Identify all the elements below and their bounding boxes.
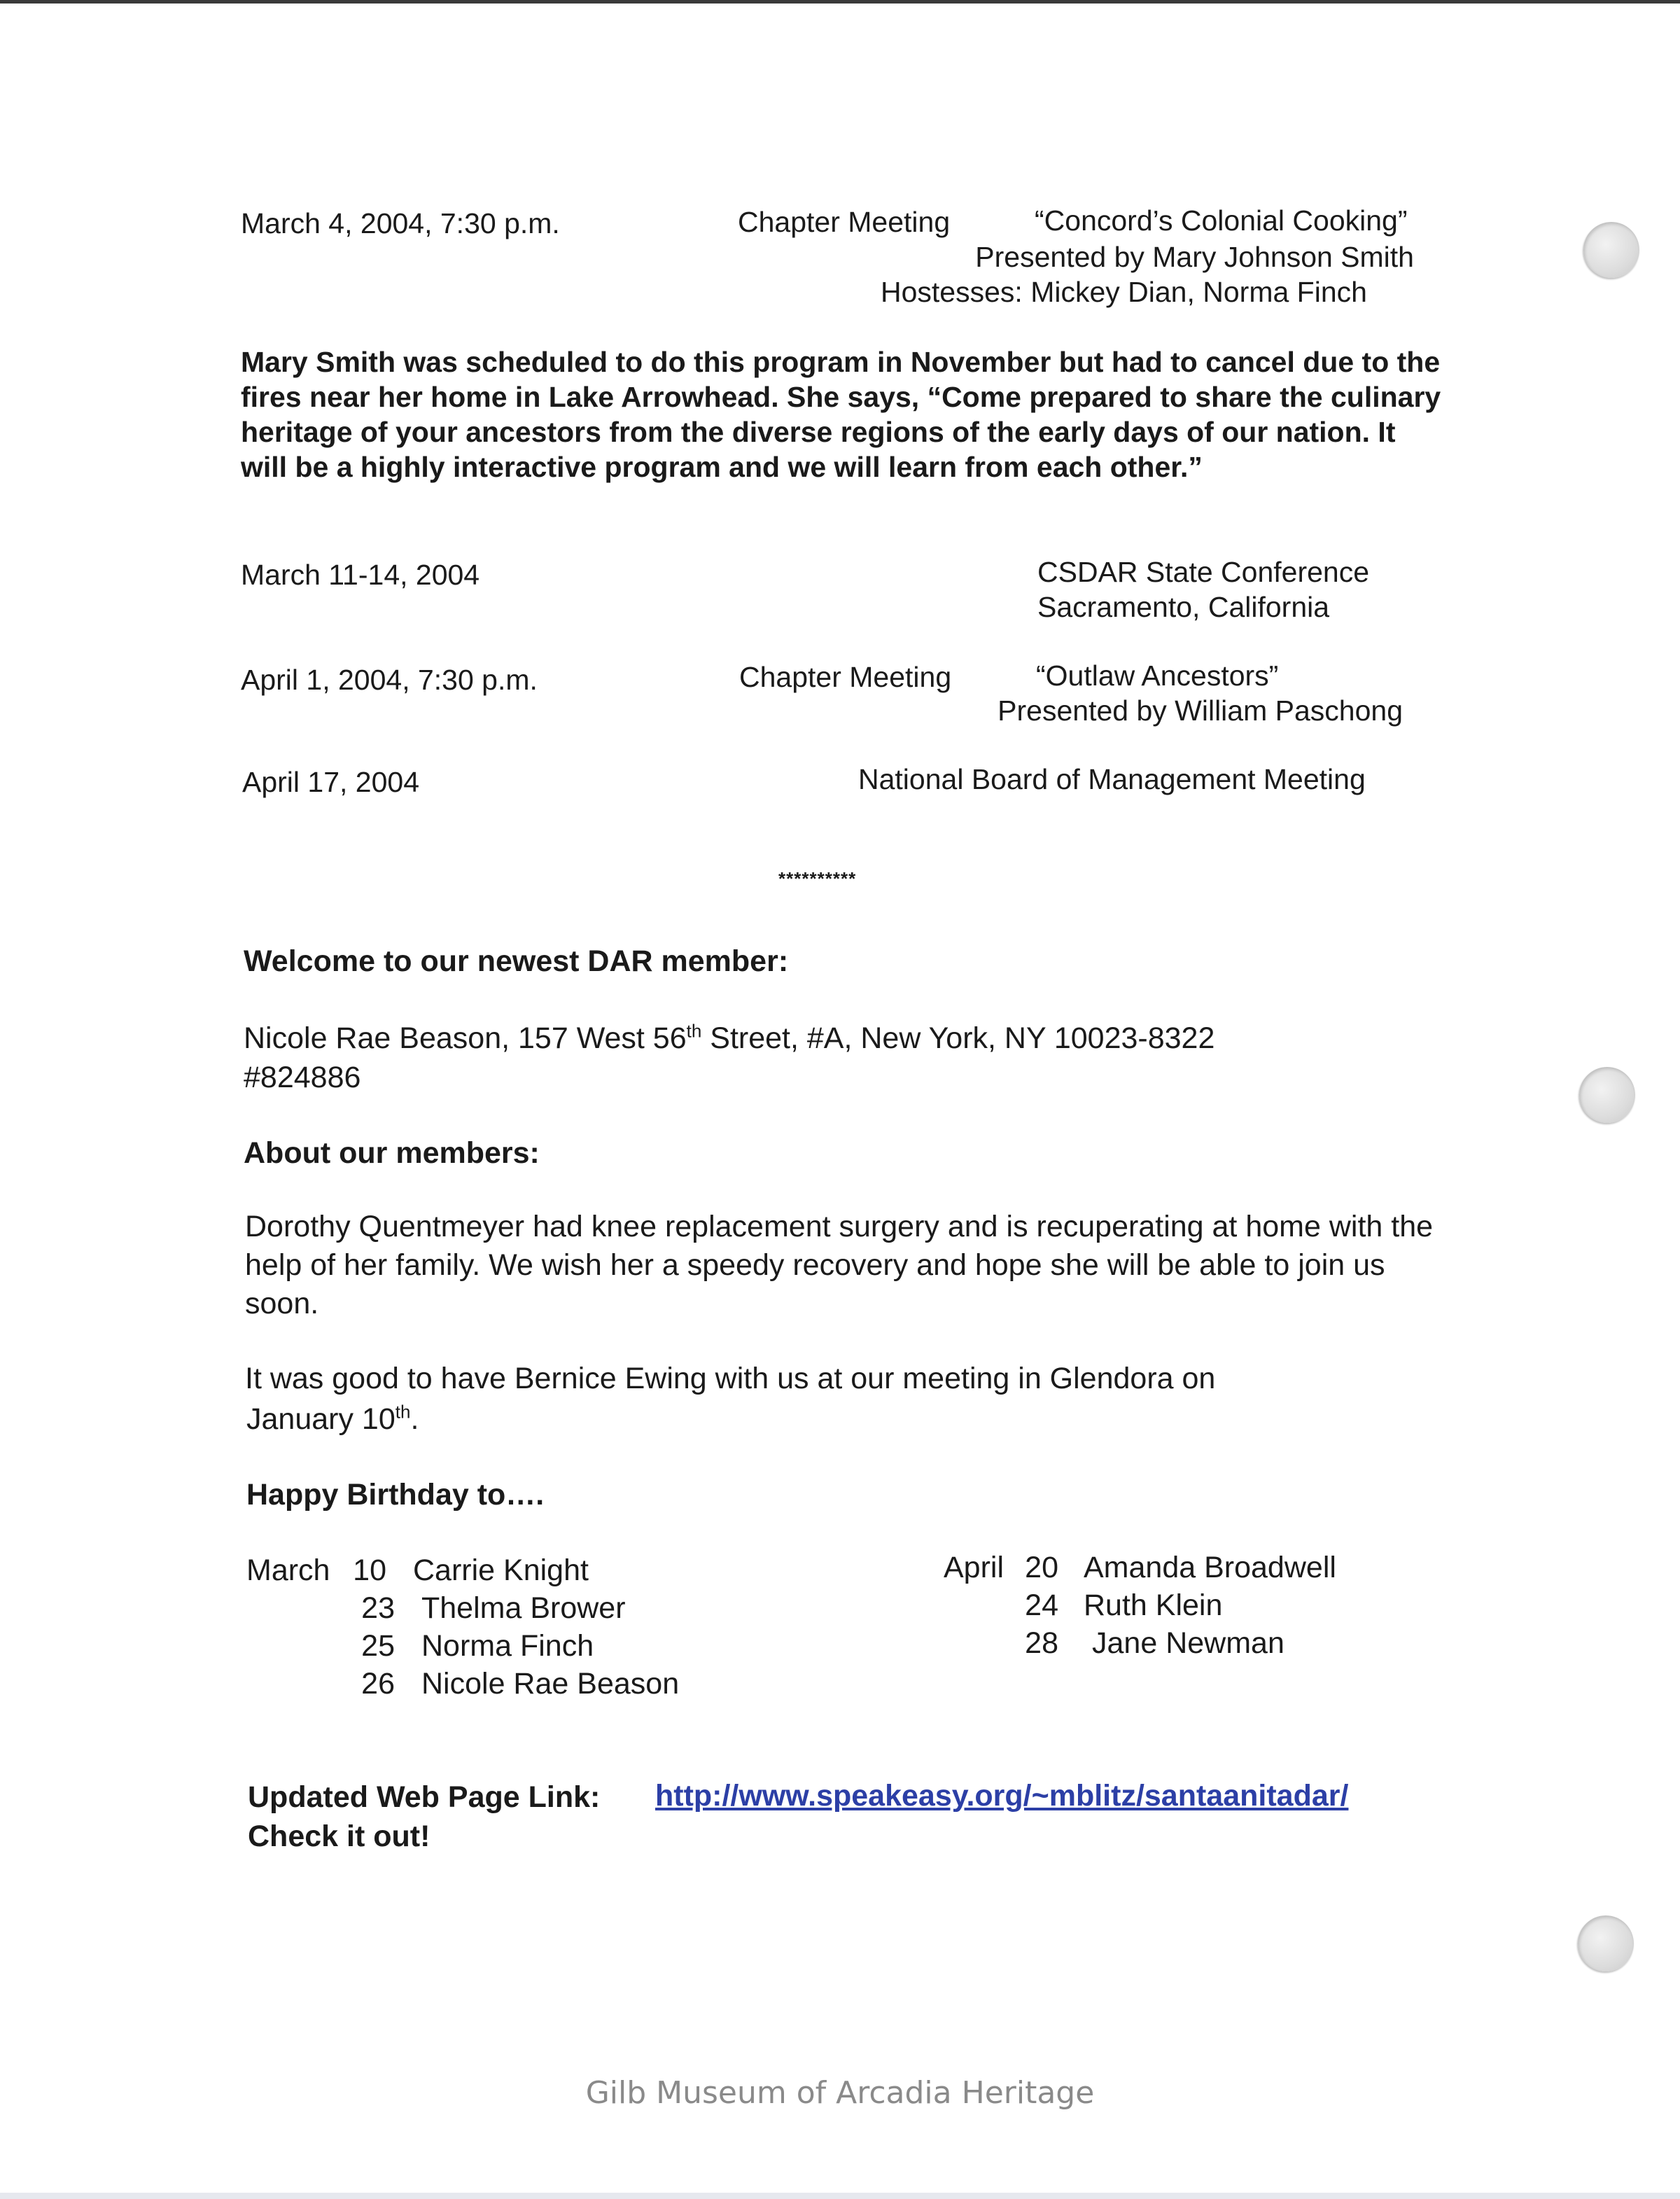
birthday-day: 25: [361, 1629, 395, 1663]
new-member-address: [244, 1019, 1214, 1057]
event-type: Chapter Meeting: [738, 206, 951, 238]
event-title: “Concord’s Colonial Cooking”: [1035, 204, 1408, 237]
event-hostesses: Hostesses: Mickey Dian, Norma Finch: [881, 276, 1367, 308]
birthday-day: 26: [361, 1667, 395, 1701]
birthday-day: 23: [361, 1591, 395, 1625]
event-date: April 1, 2004, 7:30 p.m.: [241, 664, 538, 696]
event-title: “Outlaw Ancestors”: [1036, 659, 1279, 692]
birthday-day: 24: [1025, 1589, 1058, 1622]
binder-hole-bottom: [1578, 1915, 1634, 1971]
event-title: CSDAR State Conference: [1037, 556, 1370, 588]
event-date: March 4, 2004, 7:30 p.m.: [241, 207, 560, 239]
birthday-name: Amanda Broadwell: [1084, 1551, 1336, 1584]
birthday-name: Carrie Knight: [413, 1554, 589, 1587]
member-news-superscript: th: [395, 1401, 411, 1423]
birthday-month-label: April: [944, 1551, 1004, 1584]
event-location: Sacramento, California: [1037, 591, 1330, 623]
top-edge-line: [0, 0, 1680, 4]
member-news-line: It was good to have Bernice Ewing with us at our meeting in Glendora on: [245, 1362, 1216, 1395]
birthday-name: Nicole Rae Beason: [421, 1667, 680, 1701]
birthday-name: Jane Newman: [1092, 1626, 1284, 1660]
event-presenter: Presented by Mary Johnson Smith: [975, 241, 1414, 273]
web-link-label: Updated Web Page Link:: [248, 1780, 601, 1814]
event-presenter: Presented by William Paschong: [997, 694, 1403, 727]
bottom-edge-line: [0, 2193, 1680, 2199]
birthday-name: Norma Finch: [421, 1629, 594, 1663]
event-title: National Board of Management Meeting: [858, 763, 1366, 795]
welcome-heading: Welcome to our newest DAR member:: [244, 944, 789, 978]
address-text-rest: Street, #A, New York, NY 10023-8322: [701, 1021, 1215, 1055]
web-link-cta: Check it out!: [248, 1820, 430, 1853]
member-news-line: [246, 1400, 419, 1438]
birthday-month-label: March: [246, 1554, 330, 1587]
birthday-heading: Happy Birthday to….: [246, 1478, 545, 1512]
new-member-number: #824886: [244, 1061, 361, 1094]
address-superscript: th: [686, 1020, 702, 1042]
museum-watermark: Gilb Museum of Arcadia Heritage: [585, 2075, 1095, 2111]
event-type: Chapter Meeting: [739, 661, 952, 693]
birthday-day: 10: [353, 1554, 386, 1587]
program-note: Mary Smith was scheduled to do this program in November but had to cancel due to the fires near her home in Lake Arrowhead. She says, “Come prepared to share the culinary heritage of your ancestors from the diverse regions of the early days of our nation. It will be a highly interactive program and we will learn from each other.”: [241, 346, 1441, 483]
member-news-text-end: .: [410, 1402, 419, 1436]
address-text: Nicole Rae Beason, 157 West 56: [244, 1021, 687, 1055]
website-link[interactable]: http://www.speakeasy.org/~mblitz/santaanitadar/: [655, 1779, 1349, 1813]
birthday-day: 20: [1025, 1551, 1058, 1584]
event-date: March 11-14, 2004: [241, 559, 480, 591]
binder-hole-top: [1583, 222, 1639, 278]
event-date: April 17, 2004: [242, 766, 420, 798]
member-news-paragraph: Dorothy Quentmeyer had knee replacement surgery and is recuperating at home with the help of her family. We wish her a speedy recovery and hope she will be able to join us soon.: [245, 1210, 1434, 1320]
members-heading: About our members:: [244, 1136, 540, 1170]
birthday-name: Thelma Brower: [421, 1591, 626, 1625]
binder-hole-middle: [1579, 1067, 1635, 1123]
birthday-day: 28: [1025, 1626, 1058, 1660]
member-news-text: January 10: [246, 1402, 396, 1436]
section-separator: **********: [778, 868, 857, 889]
birthday-name: Ruth Klein: [1084, 1589, 1223, 1622]
